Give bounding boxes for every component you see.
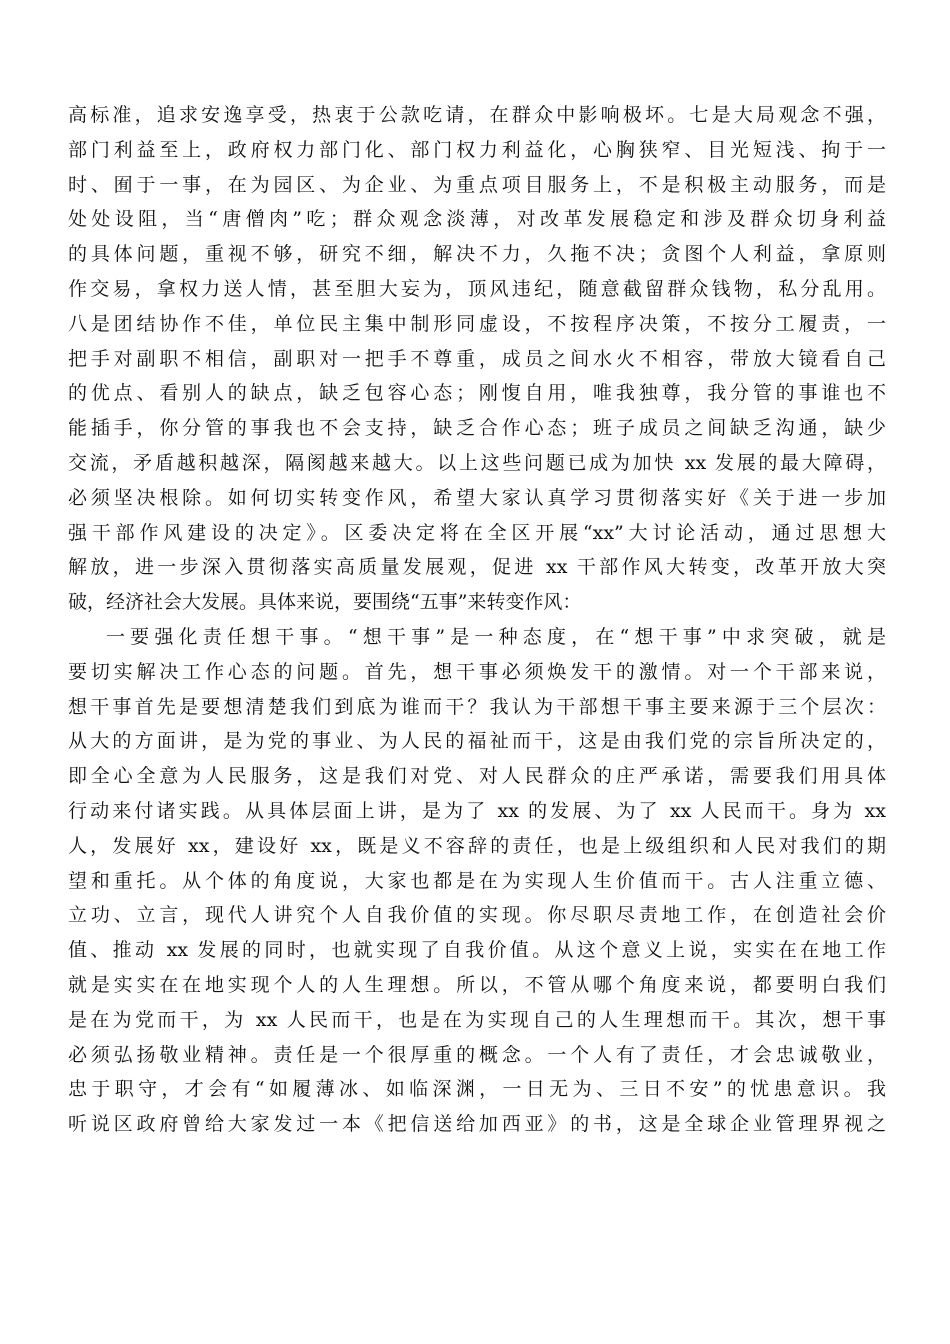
text-line: 时、囿于一事，在为园区、为企业、为重点项目服务上，不是积极主动服务，而是 <box>68 173 886 196</box>
text-line: 解放，进一步深入贯彻落实高质量发展观，促进 xx 干部作风大转变，改革开放大突 <box>68 556 886 579</box>
text-line: 处处设阻，当“唐僧肉”吃；群众观念淡薄，对改革发展稳定和涉及群众切身利益 <box>68 208 886 231</box>
text-line: 必须坚决根除。如何切实转变作风，希望大家认真学习贯彻落实好《关于进一步加 <box>68 486 886 509</box>
text-line: 部门利益至上，政府权力部门化、部门权力利益化，心胸狭窄、目光短浅、拘于一 <box>68 138 886 161</box>
text-line: 想干事首先是要想清楚我们到底为谁而干？我认为干部想干事主要来源于三个层次： <box>68 695 886 718</box>
paragraph-first-line: 一要强化责任想干事。“想干事”是一种态度，在“想干事”中求突破，就是 <box>106 625 886 648</box>
body-text <box>68 98 886 1142</box>
text-line: 忠于职守，才会有“如履薄冰、如临深渊，一日无为、三日不安”的忧患意识。我 <box>68 1078 886 1101</box>
text-line: 八是团结协作不佳，单位民主集中制形同虚设，不按程序决策，不按分工履责，一 <box>68 312 886 335</box>
text-line: 立功、立言，现代人讲究个人自我价值的实现。你尽职尽责地工作，在创造社会价 <box>68 904 886 927</box>
text-line: 听说区政府曾给大家发过一本《把信送给加西亚》的书，这是全球企业管理界视之 <box>68 1113 886 1136</box>
text-line: 交流，矛盾越积越深，隔阂越来越大。以上这些问题已成为加快 xx 发展的最大障碍， <box>68 451 886 474</box>
text-line: 要切实解决工作心态的问题。首先，想干事必须焕发干的激情。对一个干部来说， <box>68 660 886 683</box>
text-line: 的具体问题，重视不够，研究不细，解决不力，久拖不决；贪图个人利益，拿原则 <box>68 243 886 266</box>
text-line: 人，发展好 xx，建设好 xx，既是义不容辞的责任，也是上级组织和人民对我们的期 <box>68 834 886 857</box>
text-line: 即全心全意为人民服务，这是我们对党、对人民群众的庄严承诺，需要我们用具体 <box>68 765 886 788</box>
text-line: 高标准，追求安逸享受，热衷于公款吃请，在群众中影响极坏。七是大局观念不强， <box>68 104 886 126</box>
text-line: 作交易，拿权力送人情，甚至胆大妄为，顶风违纪，随意截留群众钱物，私分乱用。 <box>68 277 886 300</box>
text-line: 必须弘扬敬业精神。责任是一个很厚重的概念。一个人有了责任，才会忠诚敬业， <box>68 1043 886 1066</box>
text-line: 破，经济社会大发展。具体来说，要围绕“五事”来转变作风： <box>68 591 582 614</box>
text-line: 是在为党而干，为 xx 人民而干，也是在为实现自己的人生理想而干。其次，想干事 <box>68 1008 886 1031</box>
text-line: 的优点、看别人的缺点，缺乏包容心态；刚愎自用，唯我独尊，我分管的事谁也不 <box>68 382 886 405</box>
text-line: 就是实实在在地实现个人的人生理想。所以，不管从哪个角度来说，都要明白我们 <box>68 973 886 996</box>
text-line: 望和重托。从个体的角度说，大家也都是在为实现人生价值而干。古人注重立德、 <box>68 869 886 892</box>
text-line: 行动来付诸实践。从具体层面上讲，是为了 xx 的发展、为了 xx 人民而干。身为 xx <box>68 799 886 822</box>
text-line: 值、推动 xx 发展的同时，也就实现了自我价值。从这个意义上说，实实在在地工作 <box>68 939 886 962</box>
text-line: 把手对副职不相信，副职对一把手不尊重，成员之间水火不相容，带放大镜看自己 <box>68 347 886 370</box>
text-line: 强干部作风建设的决定》。区委决定将在全区开展“xx”大讨论活动，通过思想大 <box>68 521 886 544</box>
text-line: 能插手，你分管的事我也不会支持，缺乏合作心态；班子成员之间缺乏沟通，缺少 <box>68 417 886 440</box>
text-line: 从大的方面讲，是为党的事业、为人民的福祉而干，这是由我们党的宗旨所决定的， <box>68 730 886 753</box>
